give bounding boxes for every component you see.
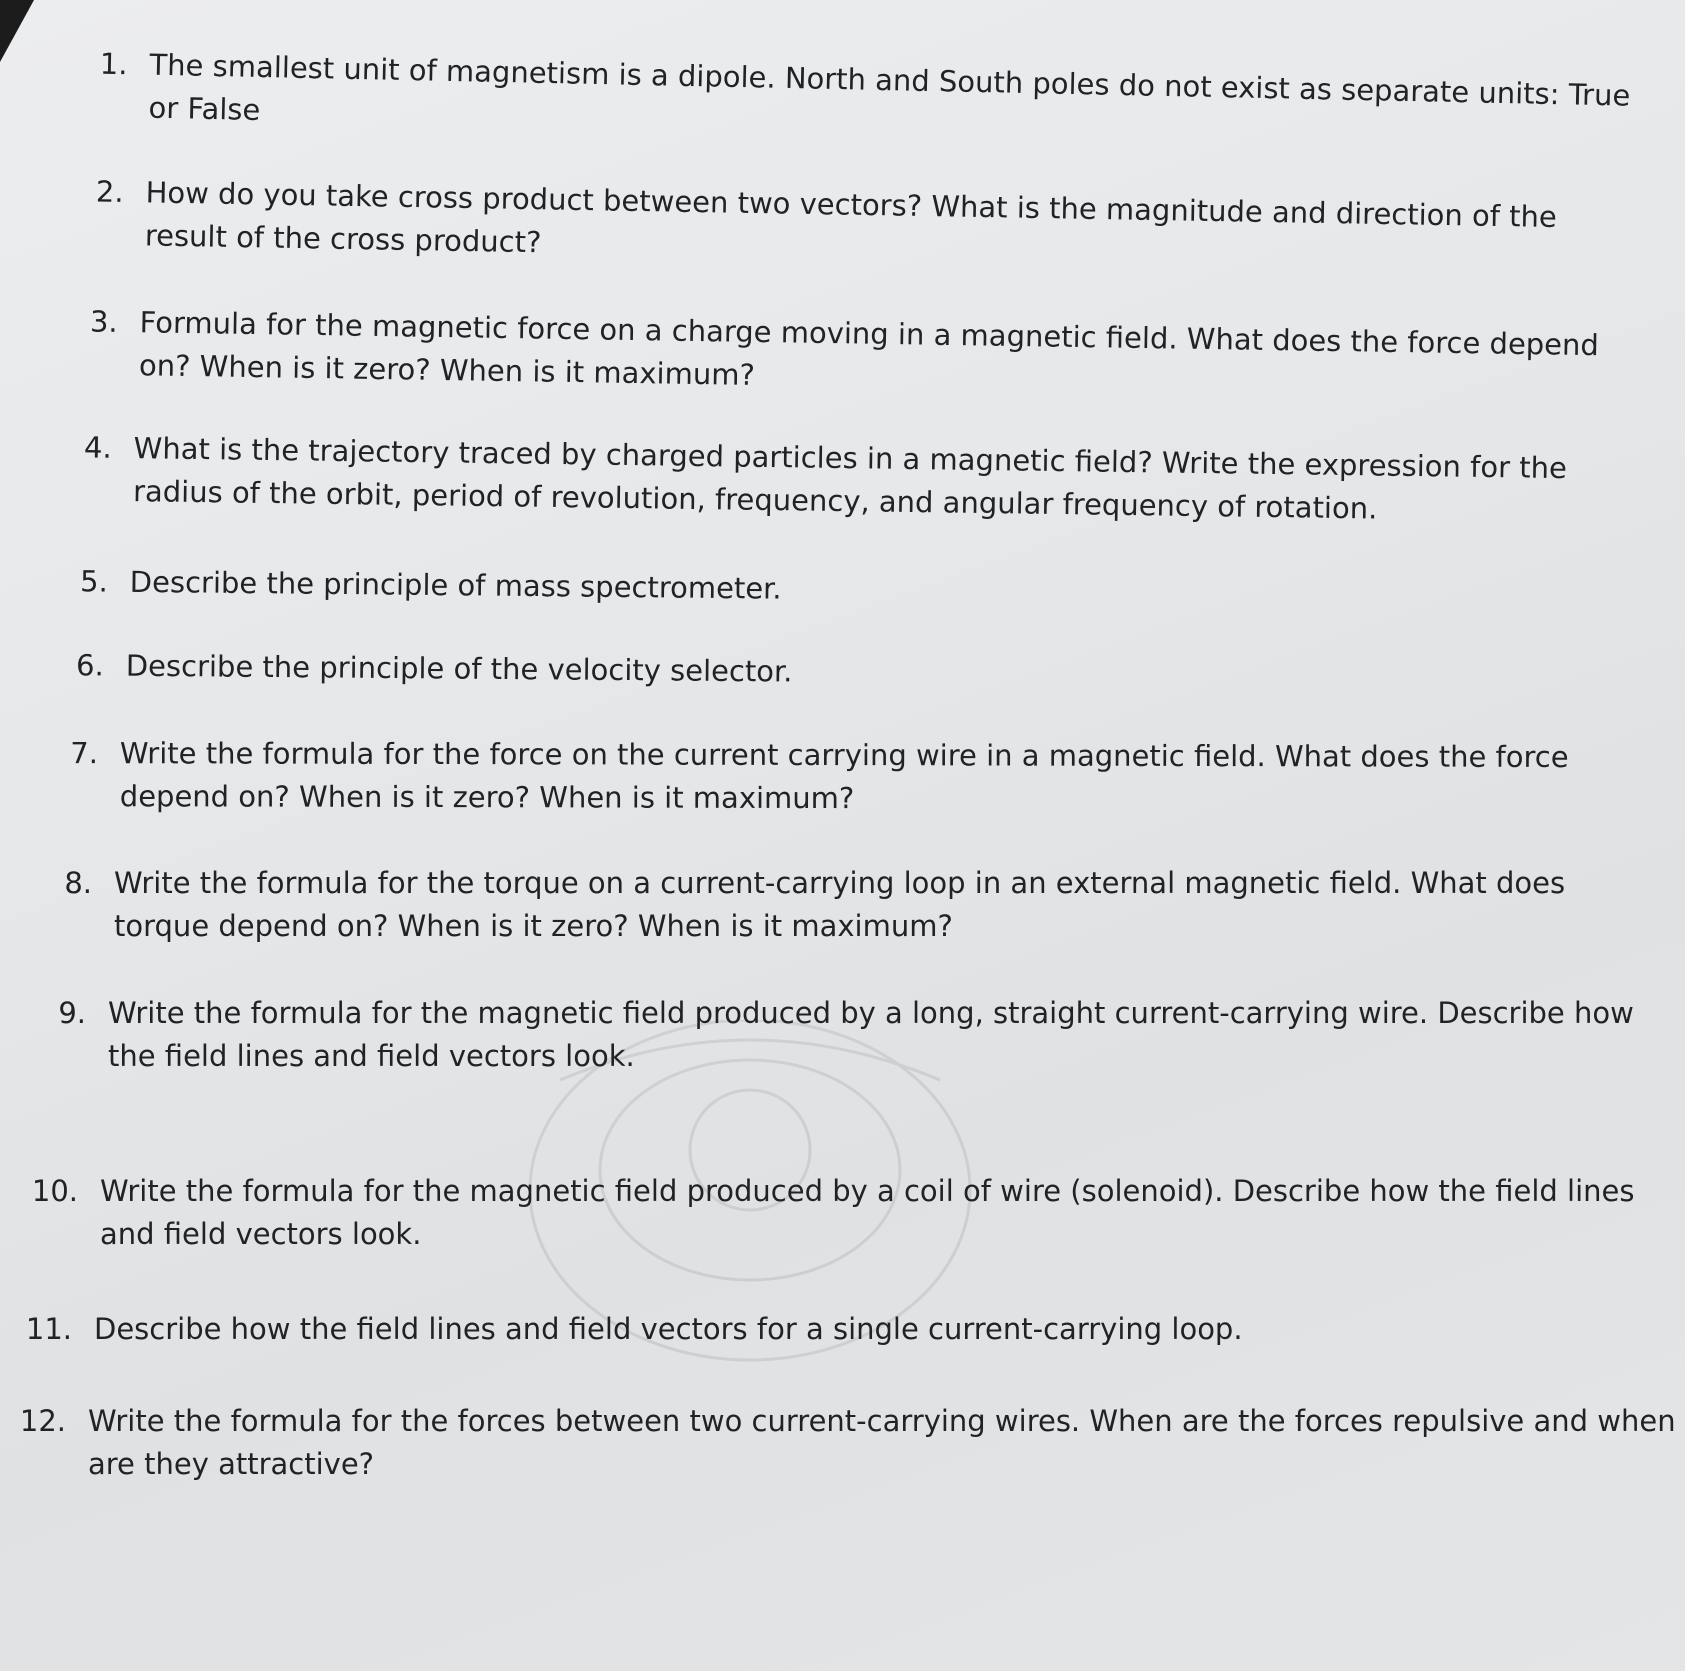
question-text: What is the trajectory traced by charged particles in a magnetic field? Write the expression for the radius of the orbit, period of revolution, frequency, and angular frequency of rotation. — [132, 431, 1568, 526]
question-number: 1. — [99, 46, 128, 82]
question-number: 8. — [64, 866, 92, 900]
question-number: 12. — [19, 1404, 66, 1438]
question-text: Describe the principle of the velocity selector. — [125, 648, 793, 689]
question-text: How do you take cross product between two vectors? What is the magnitude and direction of the result of the cross product? — [144, 175, 1558, 260]
question-number: 11. — [25, 1312, 72, 1346]
question-item — [55, 426, 1634, 534]
question-text: Formula for the magnetic force on a charge moving in a magnetic field. What does the force depend on? When is it zero? When is it maximum? — [138, 305, 1600, 392]
question-text: Write the formula for the forces between two current-carrying wires. When are the forces repulsive and when are they attractive? — [88, 1404, 1676, 1481]
question-item — [61, 300, 1630, 411]
question-text: Write the formula for the magnetic field produced by a coil of wire (solenoid). Describe how the field lines and field vectors look. — [100, 1174, 1635, 1251]
question-number: 2. — [95, 174, 124, 209]
question-item — [30, 992, 1653, 1078]
question-number: 3. — [89, 304, 118, 339]
question-text: Write the formula for the magnetic field produced by a long, straight current-carrying wire. Describe how the field lines and field vectors look. — [108, 996, 1634, 1073]
question-number: 5. — [79, 564, 108, 599]
question-number: 7. — [70, 736, 98, 771]
question-number: 10. — [31, 1174, 78, 1208]
question-number: 4. — [83, 430, 112, 465]
question-number: 9. — [58, 996, 86, 1030]
question-text: Describe how the field lines and field vectors for a single current-carrying loop. — [94, 1312, 1243, 1346]
question-item — [70, 42, 1639, 161]
question-item — [22, 1170, 1675, 1256]
question-item — [16, 1308, 1674, 1351]
question-item — [42, 732, 1680, 822]
question-text: Describe the principle of mass spectrometer. — [129, 564, 782, 606]
question-item — [10, 1400, 1678, 1486]
question-item — [36, 862, 1614, 948]
question-text: Write the formula for the force on the current carrying wire in a magnetic field. What does the force depend on? When is it zero? When is it maximum? — [119, 736, 1569, 816]
question-number: 6. — [75, 648, 104, 683]
question-item — [66, 170, 1635, 283]
question-text: Write the formula for the torque on a current-carrying loop in an external magnetic field. What does torque depend on? When is it zero? When is it maximum? — [114, 866, 1566, 943]
question-item — [48, 644, 1626, 701]
question-text: The smallest unit of magnetism is a dipole. North and South poles do not exist as separate units: True or False — [148, 47, 1631, 127]
question-item — [52, 560, 1630, 620]
